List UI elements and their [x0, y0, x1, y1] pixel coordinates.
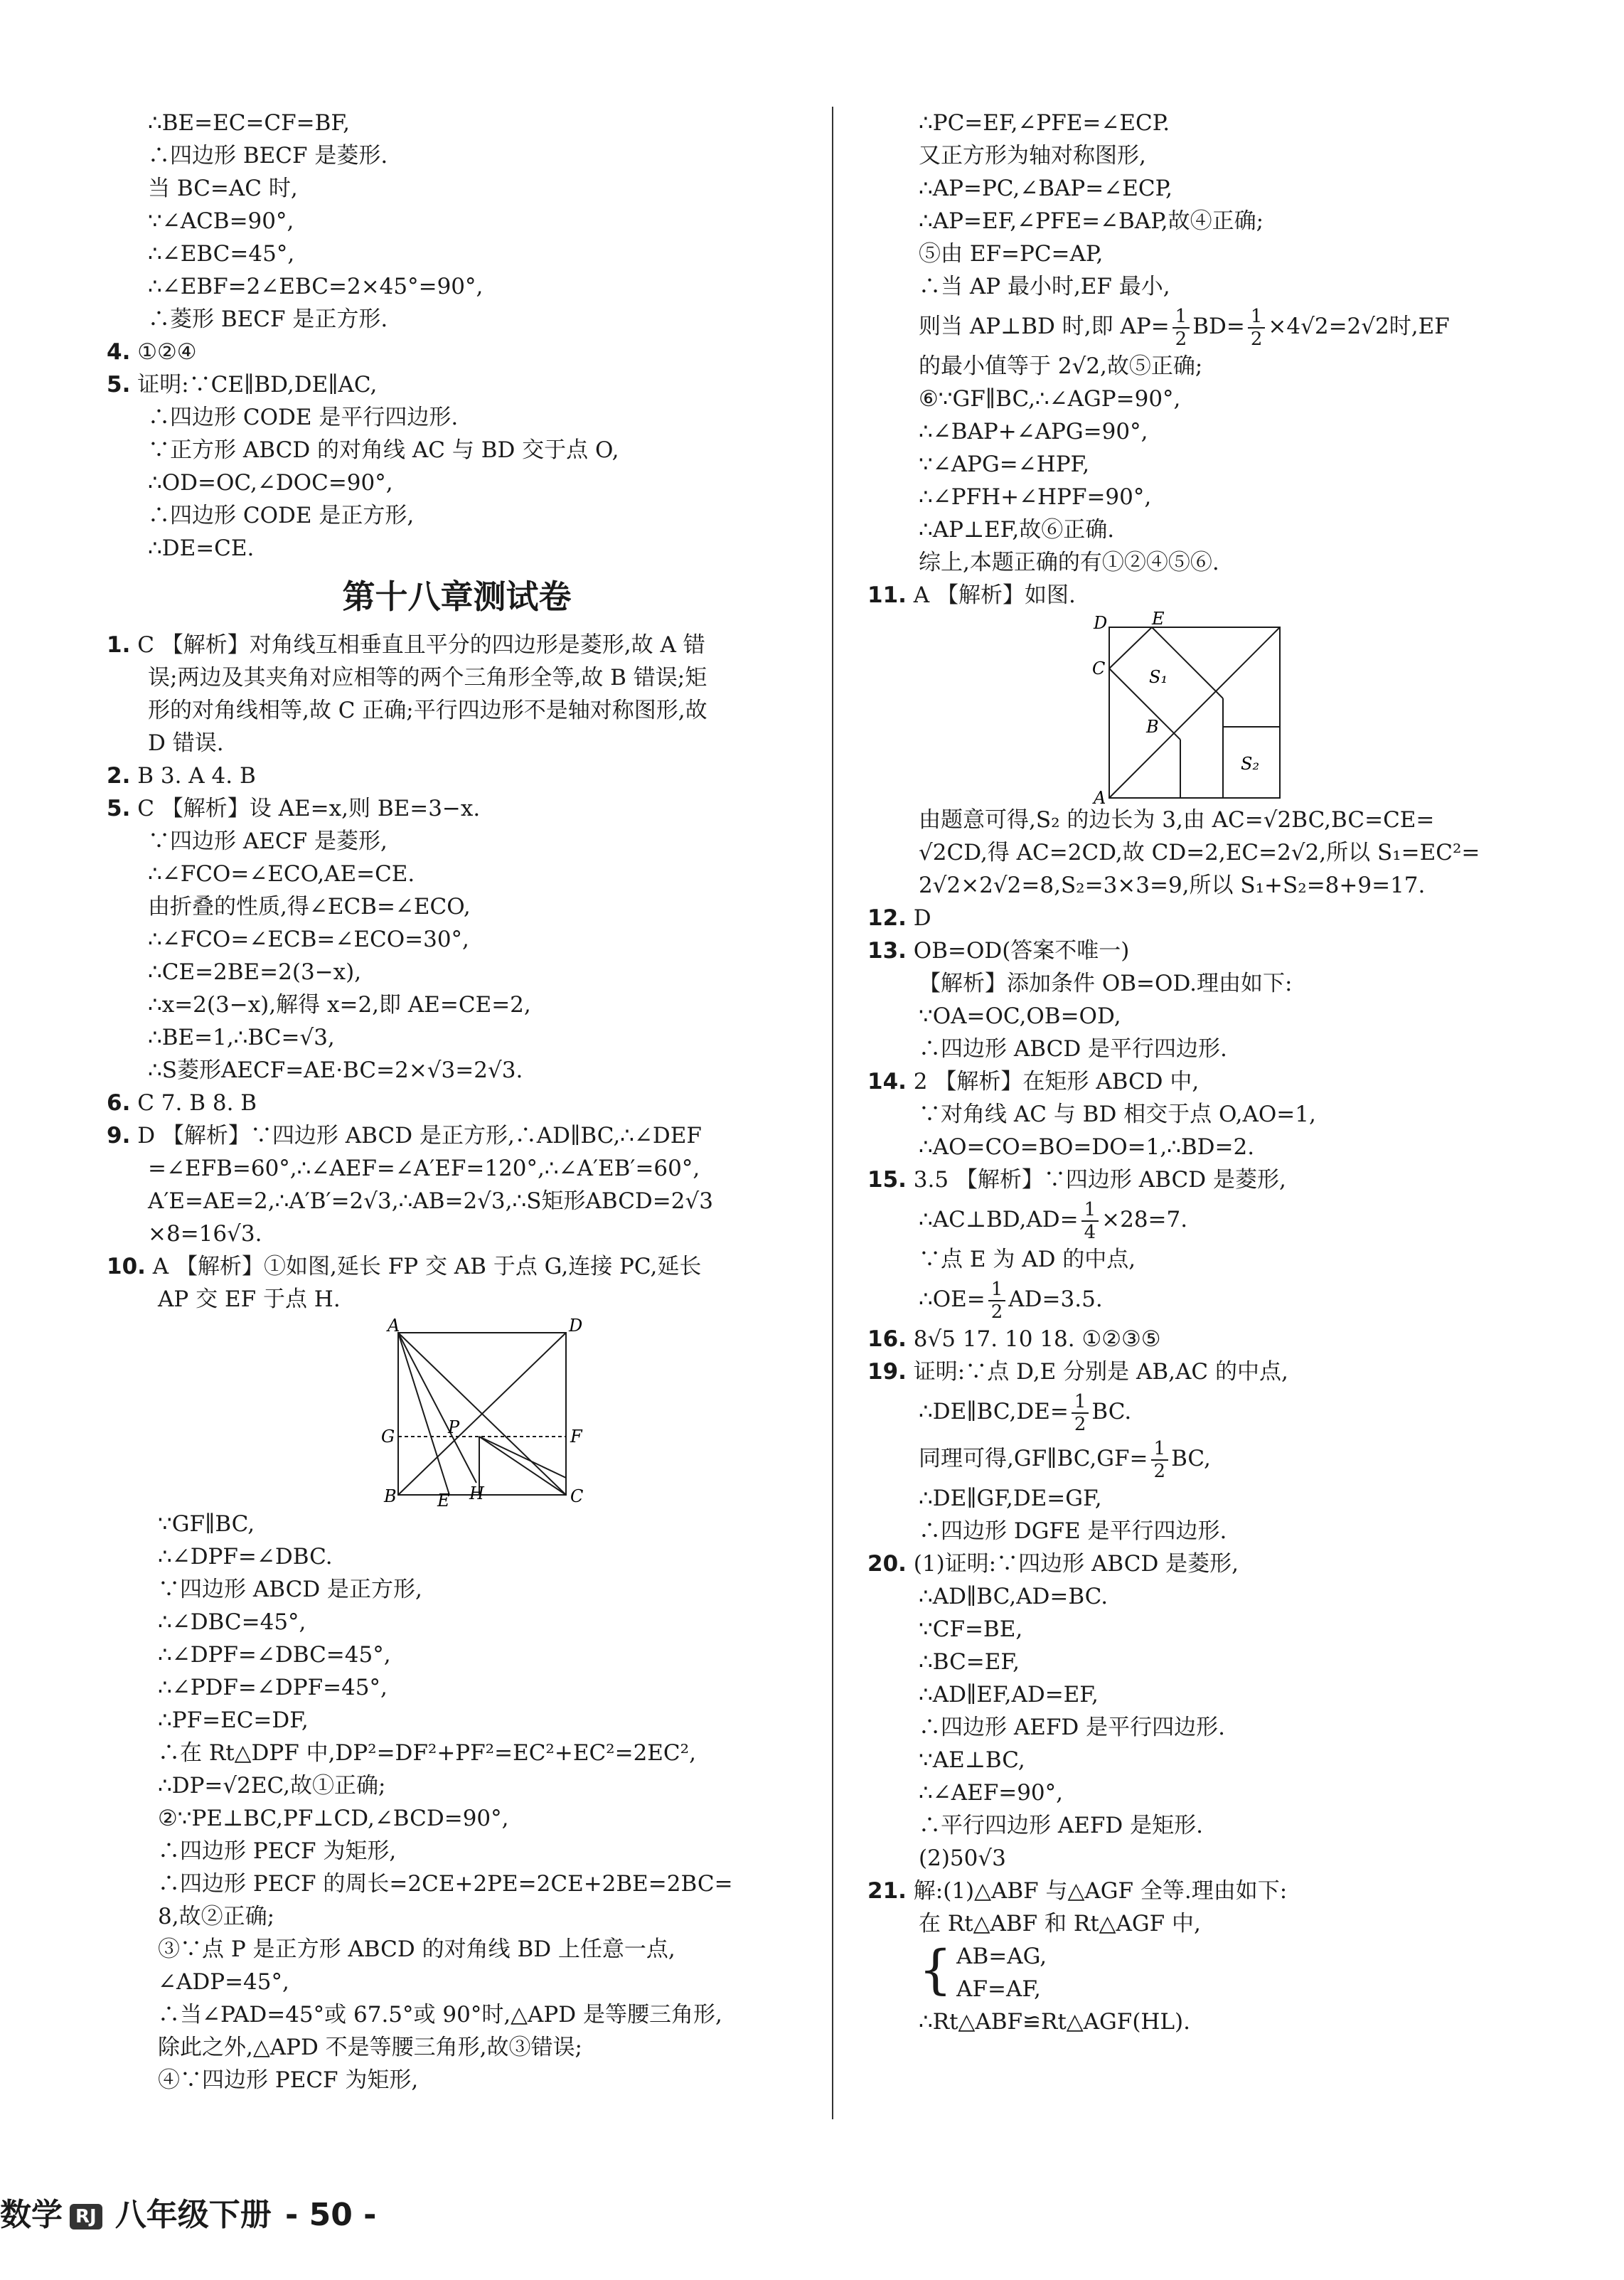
text-line — [867, 1547, 1550, 1580]
fig10-label-p: P — [448, 1417, 460, 1437]
question-number: 11. — [867, 582, 907, 608]
text-line — [107, 1250, 807, 1283]
question-number: 15. — [867, 1167, 907, 1193]
question-number: 13. — [867, 938, 907, 964]
fraction — [1081, 1199, 1099, 1243]
left-block-3 — [107, 1508, 807, 2097]
text-line — [107, 107, 807, 139]
text-line — [107, 303, 807, 336]
text-line — [107, 499, 807, 532]
left-block-1 — [107, 107, 807, 565]
line-text: 误;两边及其夹角对应相等的两个三角形全等,故 B 错误;矩 — [148, 665, 707, 691]
text-line — [867, 1809, 1550, 1842]
text-line — [867, 1646, 1550, 1678]
figure-q11 — [867, 612, 1550, 804]
line-text: 由题意可得,S₂ 的边长为 3,由 AC=√2BC,BC=CE= — [919, 807, 1435, 833]
line-text: ∴四边形 CODE 是平行四边形. — [148, 405, 459, 430]
q10-min-text-c: ×4√2=2√2时,EF — [1268, 314, 1450, 339]
text-line — [107, 238, 807, 270]
text-line — [107, 661, 807, 694]
brace-lines — [956, 1940, 1047, 2005]
line-text: ∴AO=CO=BO=DO=1,∴BD=2. — [919, 1134, 1255, 1160]
fig10-label-g: G — [381, 1427, 395, 1447]
line-text: 又正方形为轴对称图形, — [919, 143, 1146, 169]
text-line — [867, 1163, 1550, 1196]
line-text: ∴BE=EC=CF=BF, — [148, 110, 350, 136]
text-line — [107, 1185, 807, 1218]
q15-text-a: ∴AC⊥BD,AD= — [919, 1207, 1079, 1232]
line-text: ∴x=2(3−x),解得 x=2,即 AE=CE=2, — [148, 992, 531, 1018]
text-line — [867, 1482, 1550, 1515]
line-text: ④∵四边形 PECF 为矩形, — [158, 2067, 419, 2093]
line-text: ②∵PE⊥BC,PF⊥CD,∠BCD=90°, — [158, 1806, 509, 1831]
fig11-label-d: D — [1094, 613, 1108, 633]
q19-text-d: BC, — [1171, 1446, 1211, 1471]
q10-min-text-b: BD= — [1192, 314, 1245, 339]
line-text: ∴当∠PAD=45°或 67.5°或 90°时,△APD 是等腰三角形, — [158, 2002, 722, 2028]
text-line — [867, 1098, 1550, 1131]
line-text: 形的对角线相等,故 C 正确;平行四边形不是轴对称图形,故 — [148, 698, 707, 723]
line-text: ∴四边形 AEFD 是平行四边形. — [919, 1715, 1225, 1740]
text-line — [107, 890, 807, 923]
text-line — [867, 139, 1550, 172]
line-text: A′E=AE=2,∴A′B′=2√3,∴AB=2√3,∴S矩形ABCD=2√3 — [148, 1188, 713, 1214]
line-text: ∵GF∥BC, — [158, 1511, 255, 1537]
left-block-2 — [107, 629, 807, 1316]
text-line — [107, 270, 807, 303]
line-text: ∴CE=2BE=2(3−x), — [148, 959, 362, 985]
line-text: ∴AP⊥EF,故⑥正确. — [919, 517, 1115, 543]
text-line — [107, 825, 807, 858]
question-number: 2. — [107, 763, 131, 789]
line-text: ①②④ — [130, 339, 197, 365]
line-text: ∴当 AP 最小时,EF 最小, — [919, 274, 1170, 299]
line-text: ∴PF=EC=DF, — [158, 1708, 309, 1733]
line-text: ∴∠FCO=∠ECB=∠ECO=30°, — [148, 927, 469, 952]
line-text: 【解析】添加条件 OB=OD.理由如下: — [919, 971, 1293, 996]
figure-q10 — [107, 1316, 807, 1508]
line-text: 的最小值等于 2√2,故⑤正确; — [919, 353, 1203, 379]
question-number: 6. — [107, 1090, 131, 1116]
q16-line — [867, 1323, 1550, 1355]
question-number: 5. — [107, 796, 131, 821]
line-text: ∴∠EBC=45°, — [148, 241, 295, 267]
congruence-brace — [867, 1940, 1550, 2005]
question-number: 4. — [107, 339, 131, 365]
line-text: ∵四边形 AECF 是菱形, — [148, 829, 388, 854]
line-text: =∠EFB=60°,∴∠AEF=∠A′EF=120°,∴∠A′EB′=60°, — [148, 1156, 700, 1181]
line-text: 除此之外,△APD 不是等腰三角形,故③错误; — [158, 2035, 582, 2060]
line-text: B 3. A 4. B — [130, 763, 256, 789]
line-text: 综上,本题正确的有①②④⑤⑥. — [919, 550, 1219, 575]
question-number: 19. — [867, 1359, 907, 1385]
fig11-label-s1: S₁ — [1149, 667, 1168, 687]
line-text: ∴在 Rt△DPF 中,DP²=DF²+PF²=EC²+EC²=2EC², — [158, 1740, 696, 1766]
fraction-num: 1 — [1151, 1438, 1169, 1461]
fraction — [1072, 1391, 1089, 1435]
line-text: 当 BC=AC 时, — [148, 176, 298, 201]
fig11-label-a: A — [1094, 788, 1106, 804]
text-line — [867, 1580, 1550, 1613]
text-line — [107, 858, 807, 890]
text-line — [867, 836, 1550, 869]
text-line — [867, 205, 1550, 238]
q10-min-line — [867, 303, 1550, 350]
text-line — [867, 1776, 1550, 1809]
text-line — [107, 760, 807, 792]
line-text: ∴∠PDF=∠DPF=45°, — [158, 1675, 388, 1700]
text-line — [107, 727, 807, 760]
line-text: ∴∠EBF=2∠EBC=2×45°=90°, — [148, 274, 484, 299]
text-line — [107, 1737, 807, 1769]
text-line — [107, 792, 807, 825]
line-text: ∵AE⊥BC, — [919, 1747, 1025, 1773]
question-number: 16. — [867, 1326, 907, 1352]
q16-text: 8√5 17. 10 18. ①②③⑤ — [906, 1326, 1161, 1352]
line-text: ∴四边形 PECF 的周长=2CE+2PE=2CE+2BE=2BC= — [158, 1871, 733, 1897]
text-line — [867, 1744, 1550, 1776]
line-text: ∵OA=OC,OB=OD, — [919, 1003, 1121, 1029]
text-line — [867, 804, 1550, 836]
fig10-label-b: B — [384, 1486, 397, 1506]
line-text: ∴AP=EF,∠PFE=∠BAP,故④正确; — [919, 208, 1264, 234]
q19-text-c: 同理可得,GF∥BC,GF= — [919, 1446, 1148, 1471]
question-number: 1. — [107, 632, 131, 658]
line-text: (2)50√3 — [919, 1845, 1006, 1871]
fraction-den: 2 — [1175, 328, 1187, 350]
fig11-label-e: E — [1152, 612, 1165, 629]
footer-grade: 八年级下册 — [114, 2197, 272, 2233]
line-text: D 【解析】∵四边形 ABCD 是正方形,∴AD∥BC,∴∠DEF — [130, 1123, 702, 1149]
q19-line-a — [867, 1388, 1550, 1435]
text-line — [867, 1033, 1550, 1065]
text-line — [867, 383, 1550, 415]
q10-min-text-a: 则当 AP⊥BD 时,即 AP= — [919, 314, 1170, 339]
line-text: ∴∠DBC=45°, — [158, 1609, 306, 1635]
text-line — [107, 1119, 807, 1152]
line-text: ∵∠ACB=90°, — [148, 208, 294, 234]
text-line — [107, 172, 807, 205]
q15-text-d: AD=3.5. — [1008, 1287, 1103, 1312]
line-text: 2 【解析】在矩形 ABCD 中, — [906, 1069, 1200, 1094]
fraction-num: 1 — [1072, 1391, 1089, 1414]
text-line — [107, 2064, 807, 2097]
line-text: ⑤由 EF=PC=AP, — [919, 241, 1104, 267]
text-line — [107, 1606, 807, 1639]
text-line — [107, 1802, 807, 1835]
text-line — [867, 1875, 1550, 1907]
line-text: ∴DE∥GF,DE=GF, — [919, 1486, 1102, 1511]
text-line — [107, 336, 807, 368]
line-text: 由折叠的性质,得∠ECB=∠ECO, — [148, 894, 471, 920]
text-line — [107, 1868, 807, 1900]
page-footer — [0, 2187, 498, 2244]
fig10-label-d: D — [569, 1316, 583, 1336]
right-block-2 — [867, 350, 1550, 612]
text-line — [107, 1769, 807, 1802]
line-text: ∴S菱形AECF=AE·BC=2×√3=2√3. — [148, 1058, 523, 1083]
text-line — [867, 270, 1550, 303]
text-line — [867, 415, 1550, 448]
text-line — [107, 1671, 807, 1704]
text-line — [107, 694, 807, 727]
text-line — [107, 139, 807, 172]
line-text: (1)证明:∵四边形 ABCD 是菱形, — [906, 1551, 1239, 1577]
text-line — [107, 1054, 807, 1087]
text-line — [107, 1704, 807, 1737]
footer-badge: RJ — [70, 2204, 102, 2230]
text-line — [107, 1087, 807, 1119]
text-line — [867, 1907, 1550, 1940]
line-text: ③∵点 P 是正方形 ABCD 的对角线 BD 上任意一点, — [158, 1937, 675, 1962]
text-line — [867, 350, 1550, 383]
line-text: ∴∠PFH+∠HPF=90°, — [919, 484, 1152, 510]
line-text: ∵∠APG=∠HPF, — [919, 452, 1090, 477]
fraction-num: 1 — [1172, 306, 1190, 329]
line-text: ∴DE=CE. — [148, 536, 255, 561]
text-line — [107, 467, 807, 499]
line-text: D — [906, 905, 931, 931]
text-line — [867, 1000, 1550, 1033]
line-text: 证明:∵CE∥BD,DE∥AC, — [130, 372, 378, 398]
text-line — [107, 205, 807, 238]
text-line — [107, 1900, 807, 1933]
line-text: 解:(1)△ABF 与△AGF 全等.理由如下: — [906, 1878, 1288, 1904]
text-line — [107, 1508, 807, 1540]
fig10-label-e: E — [437, 1491, 450, 1508]
line-text: AP 交 EF 于点 H. — [158, 1287, 341, 1312]
text-line — [867, 172, 1550, 205]
footer-subject: 数学 — [0, 2197, 63, 2233]
text-line — [107, 1966, 807, 1998]
fig11-label-s2: S₂ — [1241, 754, 1260, 774]
fraction-num: 1 — [1081, 1199, 1099, 1222]
text-line — [867, 869, 1550, 902]
q19-line-b — [867, 1435, 1550, 1482]
line-text: ∴BC=EF, — [919, 1649, 1020, 1675]
text-line — [867, 448, 1550, 481]
text-line — [867, 107, 1550, 139]
text-line — [107, 1021, 807, 1054]
line-text: ∴四边形 BECF 是菱形. — [148, 143, 388, 169]
brace-icon: { — [919, 1939, 953, 2001]
line-text: ∵对角线 AC 与 BD 相交于点 O,AO=1, — [919, 1102, 1316, 1127]
text-line — [107, 1283, 807, 1316]
fraction-den: 2 — [1153, 1460, 1166, 1482]
text-line — [107, 1152, 807, 1185]
question-number: 21. — [867, 1878, 907, 1904]
q15-text-b: ×28=7. — [1101, 1207, 1188, 1232]
right-column — [867, 107, 1550, 2038]
text-line — [867, 1711, 1550, 1744]
line-text: ∴菱形 BECF 是正方形. — [148, 307, 388, 332]
fraction-den: 2 — [1074, 1413, 1086, 1435]
line-text: D 错误. — [148, 730, 224, 756]
line-text: ∵正方形 ABCD 的对角线 AC 与 BD 交于点 O, — [148, 437, 619, 463]
text-line — [107, 923, 807, 956]
line-text: C 【解析】对角线互相垂直且平分的四边形是菱形,故 A 错 — [130, 632, 705, 658]
text-line — [867, 1613, 1550, 1646]
text-line — [867, 546, 1550, 579]
line-text: ∴BE=1,∴BC=√3, — [148, 1025, 335, 1050]
brace-line: AB=AG, — [956, 1944, 1047, 1969]
line-text: 3.5 【解析】∵四边形 ABCD 是菱形, — [906, 1167, 1286, 1193]
question-number: 9. — [107, 1123, 131, 1149]
text-line — [107, 401, 807, 434]
question-number: 12. — [867, 905, 907, 931]
q19-line — [867, 1355, 1550, 1388]
q21-conclusion: ∴Rt△ABF≌Rt△AGF(HL). — [919, 2009, 1190, 2035]
chapter-title: 第十八章测试卷 — [342, 577, 572, 616]
fraction-den: 4 — [1084, 1221, 1096, 1243]
text-line — [107, 2031, 807, 2064]
q19-text-b: BC. — [1091, 1399, 1132, 1424]
line-text: 8,故②正确; — [158, 1904, 275, 1929]
line-text: ∴OD=OC,∠DOC=90°, — [148, 470, 393, 496]
line-text: ∴∠FCO=∠ECO,AE=CE. — [148, 861, 415, 887]
right-block-1 — [867, 107, 1550, 303]
line-text: ∴∠AEF=90°, — [919, 1780, 1063, 1806]
text-line — [867, 579, 1550, 612]
fraction — [1248, 306, 1266, 350]
fig11-label-b: B — [1146, 717, 1159, 737]
line-text: ∴PC=EF,∠PFE=∠ECP. — [919, 110, 1170, 136]
line-text: ∴AD∥EF,AD=EF, — [919, 1682, 1099, 1708]
line-text: C 【解析】设 AE=x,则 BE=3−x. — [130, 796, 481, 821]
line-text: OB=OD(答案不唯一) — [906, 938, 1130, 964]
right-block-3 — [867, 804, 1550, 1196]
footer-page-number: - 50 - — [285, 2197, 377, 2233]
text-line — [867, 902, 1550, 934]
q15-text-c: ∴OE= — [919, 1287, 985, 1312]
q15-line-c — [867, 1276, 1550, 1323]
text-line — [107, 1639, 807, 1671]
line-text: A 【解析】如图. — [906, 582, 1076, 608]
text-line — [867, 481, 1550, 513]
text-line — [107, 1998, 807, 2031]
q19-text-a: ∴DE∥BC,DE= — [919, 1399, 1069, 1424]
text-line — [107, 368, 807, 401]
text-line — [867, 967, 1550, 1000]
column-divider — [832, 107, 833, 2119]
text-line — [107, 1835, 807, 1868]
fig11-label-c: C — [1092, 659, 1106, 678]
line-text: ×8=16√3. — [148, 1221, 262, 1247]
question-number: 14. — [867, 1069, 907, 1094]
text-line — [867, 1842, 1550, 1875]
q15-line-a — [867, 1196, 1550, 1243]
fig10-label-f: F — [570, 1427, 582, 1447]
text-line — [867, 1065, 1550, 1098]
line-text: ∴四边形 PECF 为矩形, — [158, 1838, 397, 1864]
text-line — [867, 1515, 1550, 1547]
line-text: ⑥∵GF∥BC,∴∠AGP=90°, — [919, 386, 1181, 412]
line-text: ∴DP=√2EC,故①正确; — [158, 1773, 386, 1799]
line-text: ∴AD∥BC,AD=BC. — [919, 1584, 1109, 1609]
fraction-den: 2 — [1250, 328, 1263, 350]
line-text: A 【解析】①如图,延长 FP 交 AB 于点 G,连接 PC,延长 — [145, 1254, 702, 1279]
fraction — [988, 1279, 1006, 1323]
text-line — [107, 434, 807, 467]
line-text: ∴四边形 CODE 是正方形, — [148, 503, 415, 528]
text-line — [107, 532, 807, 565]
text-line — [867, 238, 1550, 270]
line-text: ∴AP=PC,∠BAP=∠ECP, — [919, 176, 1172, 201]
line-text: ∴平行四边形 AEFD 是矩形. — [919, 1813, 1203, 1838]
line-text: 2√2×2√2=8,S₂=3×3=9,所以 S₁+S₂=8+9=17. — [919, 873, 1426, 898]
text-line — [107, 629, 807, 661]
text-line — [107, 1573, 807, 1606]
line-text: ∴∠DPF=∠DBC=45°, — [158, 1642, 391, 1668]
text-line — [867, 1678, 1550, 1711]
fig10-label-h: H — [469, 1483, 484, 1503]
text-line — [107, 1218, 807, 1250]
right-block-4 — [867, 1482, 1550, 1940]
line-text: ∴∠BAP+∠APG=90°, — [919, 419, 1148, 444]
text-line — [107, 1540, 807, 1573]
line-text: ∠ADP=45°, — [158, 1969, 289, 1995]
fraction-num: 1 — [988, 1279, 1006, 1301]
question-number: 20. — [867, 1551, 907, 1577]
line-text: C 7. B 8. B — [130, 1090, 257, 1116]
question-number: 10. — [107, 1254, 146, 1279]
fraction-den: 2 — [990, 1301, 1003, 1323]
text-line — [107, 956, 807, 989]
line-text: √2CD,得 AC=2CD,故 CD=2,EC=2√2,所以 S₁=EC²= — [919, 840, 1480, 865]
text-line — [867, 513, 1550, 546]
line-text: ∴四边形 ABCD 是平行四边形. — [919, 1036, 1227, 1062]
line-text: ∵四边形 ABCD 是正方形, — [158, 1577, 422, 1602]
q15-line-b: ∵点 E 为 AD 的中点, — [919, 1247, 1136, 1272]
text-line — [107, 1933, 807, 1966]
fraction — [1172, 306, 1190, 350]
line-text: ∴四边形 DGFE 是平行四边形. — [919, 1518, 1227, 1544]
brace-line: AF=AF, — [956, 1976, 1041, 2002]
line-text: 在 Rt△ABF 和 Rt△AGF 中, — [919, 1911, 1201, 1937]
fraction-num: 1 — [1248, 306, 1266, 329]
q19-text: 证明:∵点 D,E 分别是 AB,AC 的中点, — [906, 1359, 1288, 1385]
line-text: ∴∠DPF=∠DBC. — [158, 1544, 333, 1570]
line-text: ∵CF=BE, — [919, 1616, 1023, 1642]
text-line — [867, 1131, 1550, 1163]
text-line — [867, 934, 1550, 967]
left-column — [107, 107, 807, 2097]
fig10-label-a: A — [388, 1316, 400, 1336]
fig10-label-c: C — [570, 1486, 584, 1506]
fraction — [1151, 1438, 1169, 1482]
text-line — [107, 989, 807, 1021]
question-number: 5. — [107, 372, 131, 398]
